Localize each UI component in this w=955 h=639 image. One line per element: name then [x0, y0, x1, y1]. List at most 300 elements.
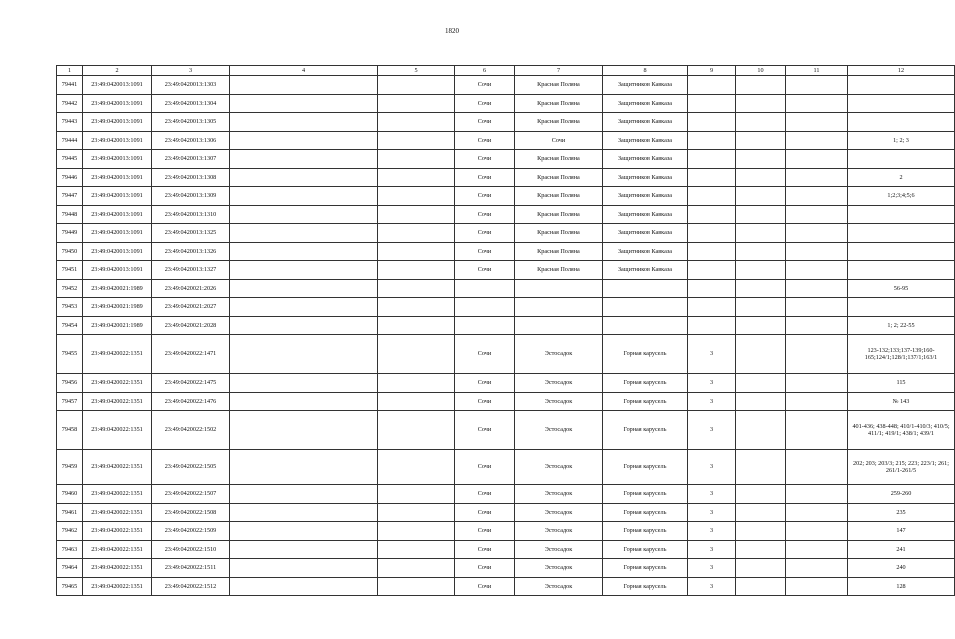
table-cell-col-8: Защитников Кавказа	[603, 94, 688, 113]
table-cell-col-11	[786, 94, 848, 113]
table-cell-col-6: Сочи	[455, 503, 515, 522]
table-cell-col-1: 79454	[57, 316, 83, 335]
table-cell-col-1: 79457	[57, 392, 83, 411]
table-cell-col-12: 147	[848, 522, 955, 541]
table-cell-col-4	[230, 540, 378, 559]
table-cell-col-3: 23:49:0420022:1508	[152, 503, 230, 522]
table-cell-col-7: Эстосадок	[515, 503, 603, 522]
table-cell-col-3: 23:49:0420021:2028	[152, 316, 230, 335]
table-cell-col-7: Красная Поляна	[515, 242, 603, 261]
table-cell-col-5	[378, 261, 455, 280]
table-cell-col-2: 23:49:0420013:1091	[83, 76, 152, 95]
column-header: 7	[515, 66, 603, 76]
table-cell-col-11	[786, 205, 848, 224]
table-cell-col-10	[736, 150, 786, 169]
table-cell-col-3: 23:49:0420022:1471	[152, 335, 230, 374]
table-cell-col-7: Красная Поляна	[515, 205, 603, 224]
table-cell-col-1: 79445	[57, 150, 83, 169]
table-cell-col-10	[736, 540, 786, 559]
table-cell-col-2: 23:49:0420022:1351	[83, 335, 152, 374]
table-cell-col-1: 79442	[57, 94, 83, 113]
table-cell-col-2: 23:49:0420022:1351	[83, 411, 152, 450]
table-cell-col-10	[736, 113, 786, 132]
table-cell-col-3: 23:49:0420013:1310	[152, 205, 230, 224]
table-row	[57, 94, 955, 113]
table-cell-col-12	[848, 242, 955, 261]
table-cell-col-12	[848, 76, 955, 95]
table-cell-col-7: Эстосадок	[515, 374, 603, 393]
table-cell-col-6: Сочи	[455, 113, 515, 132]
table-cell-col-1: 79441	[57, 76, 83, 95]
table-cell-col-12: 1; 2; 22-55	[848, 316, 955, 335]
table-cell-col-2: 23:49:0420013:1091	[83, 168, 152, 187]
table-cell-col-4	[230, 94, 378, 113]
table-cell-col-11	[786, 540, 848, 559]
table-cell-col-6: Сочи	[455, 76, 515, 95]
table-cell-col-5	[378, 242, 455, 261]
table-row	[57, 242, 955, 261]
table-cell-col-9	[688, 76, 736, 95]
table-cell-col-1: 79460	[57, 485, 83, 504]
table-cell-col-7	[515, 298, 603, 317]
table-cell-col-11	[786, 279, 848, 298]
table-cell-col-11	[786, 577, 848, 596]
table-cell-col-10	[736, 187, 786, 206]
table-cell-col-10	[736, 522, 786, 541]
table-cell-col-12: 123-132;133;137-139;160-165;124/1;128/1;137/1;163/1	[848, 335, 955, 374]
table-row	[57, 503, 955, 522]
table-cell-col-1: 79449	[57, 224, 83, 243]
table-cell-col-8: Горная карусель	[603, 335, 688, 374]
table-cell-col-2: 23:49:0420013:1091	[83, 94, 152, 113]
table-cell-col-6: Сочи	[455, 559, 515, 578]
table-cell-col-7: Красная Поляна	[515, 76, 603, 95]
table-cell-col-1: 79452	[57, 279, 83, 298]
table-cell-col-11	[786, 150, 848, 169]
table-cell-col-3: 23:49:0420013:1308	[152, 168, 230, 187]
table-cell-col-6: Сочи	[455, 261, 515, 280]
table-cell-col-6	[455, 316, 515, 335]
table-cell-col-4	[230, 335, 378, 374]
table-cell-col-12	[848, 94, 955, 113]
table-cell-col-8: Защитников Кавказа	[603, 242, 688, 261]
table-cell-col-11	[786, 411, 848, 450]
table-cell-col-3: 23:49:0420013:1303	[152, 76, 230, 95]
table-cell-col-3: 23:49:0420022:1505	[152, 450, 230, 485]
table-cell-col-11	[786, 392, 848, 411]
table-cell-col-12	[848, 113, 955, 132]
table-cell-col-4	[230, 261, 378, 280]
table-cell-col-9	[688, 224, 736, 243]
table-cell-col-7: Эстосадок	[515, 559, 603, 578]
table-cell-col-5	[378, 316, 455, 335]
table-cell-col-10	[736, 261, 786, 280]
table-cell-col-4	[230, 316, 378, 335]
table-cell-col-3: 23:49:0420022:1510	[152, 540, 230, 559]
table-cell-col-3: 23:49:0420013:1307	[152, 150, 230, 169]
table-cell-col-8	[603, 279, 688, 298]
table-cell-col-6: Сочи	[455, 224, 515, 243]
table-row	[57, 374, 955, 393]
table-cell-col-6: Сочи	[455, 577, 515, 596]
table-cell-col-9	[688, 187, 736, 206]
table-cell-col-10	[736, 374, 786, 393]
table-cell-col-7: Красная Поляна	[515, 150, 603, 169]
table-row	[57, 150, 955, 169]
table-cell-col-2: 23:49:0420013:1091	[83, 150, 152, 169]
table-row	[57, 168, 955, 187]
table-cell-col-6	[455, 298, 515, 317]
table-cell-col-9	[688, 94, 736, 113]
table-cell-col-3: 23:49:0420022:1476	[152, 392, 230, 411]
table-cell-col-2: 23:49:0420021:1989	[83, 279, 152, 298]
table-cell-col-11	[786, 261, 848, 280]
table-cell-col-7: Эстосадок	[515, 522, 603, 541]
table-cell-col-7: Эстосадок	[515, 335, 603, 374]
table-cell-col-4	[230, 187, 378, 206]
table-cell-col-3: 23:49:0420022:1507	[152, 485, 230, 504]
table-cell-col-10	[736, 94, 786, 113]
table-cell-col-5	[378, 374, 455, 393]
table-cell-col-8: Горная карусель	[603, 392, 688, 411]
table-cell-col-3: 23:49:0420013:1306	[152, 131, 230, 150]
table-cell-col-11	[786, 503, 848, 522]
table-cell-col-8: Горная карусель	[603, 522, 688, 541]
table-cell-col-6: Сочи	[455, 187, 515, 206]
table-cell-col-3: 23:49:0420013:1305	[152, 113, 230, 132]
table-cell-col-11	[786, 316, 848, 335]
table-cell-col-4	[230, 76, 378, 95]
table-cell-col-11	[786, 485, 848, 504]
table-cell-col-7: Красная Поляна	[515, 261, 603, 280]
table-cell-col-12: 128	[848, 577, 955, 596]
table-cell-col-10	[736, 577, 786, 596]
table-cell-col-2: 23:49:0420013:1091	[83, 261, 152, 280]
table-cell-col-11	[786, 242, 848, 261]
table-cell-col-11	[786, 131, 848, 150]
table-cell-col-3: 23:49:0420013:1309	[152, 187, 230, 206]
table-cell-col-2: 23:49:0420022:1351	[83, 559, 152, 578]
column-header: 6	[455, 66, 515, 76]
table-cell-col-8: Горная карусель	[603, 503, 688, 522]
table-cell-col-6: Сочи	[455, 540, 515, 559]
table-cell-col-4	[230, 392, 378, 411]
table-row	[57, 522, 955, 541]
table-cell-col-1: 79444	[57, 131, 83, 150]
table-cell-col-10	[736, 242, 786, 261]
table-cell-col-8: Горная карусель	[603, 374, 688, 393]
table-cell-col-12: 401-436; 438-448; 410/1-410/3; 410/5; 411/1; 419/1; 438/1; 439/1	[848, 411, 955, 450]
table-cell-col-2: 23:49:0420022:1351	[83, 374, 152, 393]
table-cell-col-8: Горная карусель	[603, 559, 688, 578]
table-cell-col-5	[378, 392, 455, 411]
table-cell-col-10	[736, 335, 786, 374]
table-cell-col-3: 23:49:0420021:2027	[152, 298, 230, 317]
table-cell-col-6: Сочи	[455, 150, 515, 169]
table-cell-col-7: Эстосадок	[515, 392, 603, 411]
table-cell-col-10	[736, 279, 786, 298]
table-cell-col-1: 79455	[57, 335, 83, 374]
table-cell-col-10	[736, 392, 786, 411]
table-cell-col-4	[230, 374, 378, 393]
table-cell-col-1: 79456	[57, 374, 83, 393]
table-cell-col-4	[230, 298, 378, 317]
table-cell-col-12: 1; 2; 3	[848, 131, 955, 150]
table-cell-col-7: Красная Поляна	[515, 187, 603, 206]
table-cell-col-12: 2	[848, 168, 955, 187]
table-cell-col-4	[230, 522, 378, 541]
table-cell-col-1: 79447	[57, 187, 83, 206]
table-cell-col-1: 79464	[57, 559, 83, 578]
table-cell-col-12	[848, 205, 955, 224]
table-cell-col-7: Эстосадок	[515, 485, 603, 504]
table-cell-col-12: 1;2;3;4;5;6	[848, 187, 955, 206]
table-cell-col-6: Сочи	[455, 168, 515, 187]
table-cell-col-9: 3	[688, 392, 736, 411]
table-row	[57, 335, 955, 374]
table-cell-col-11	[786, 559, 848, 578]
table-cell-col-5	[378, 559, 455, 578]
table-cell-col-5	[378, 76, 455, 95]
table-cell-col-12: 235	[848, 503, 955, 522]
table-cell-col-8: Защитников Кавказа	[603, 113, 688, 132]
table-cell-col-7: Эстосадок	[515, 411, 603, 450]
table-cell-col-7: Эстосадок	[515, 540, 603, 559]
table-cell-col-3: 23:49:0420013:1304	[152, 94, 230, 113]
table-cell-col-8: Горная карусель	[603, 577, 688, 596]
table-cell-col-8: Защитников Кавказа	[603, 168, 688, 187]
table-cell-col-11	[786, 522, 848, 541]
table-cell-col-1: 79462	[57, 522, 83, 541]
table-cell-col-8	[603, 298, 688, 317]
table-cell-col-1: 79459	[57, 450, 83, 485]
table-cell-col-2: 23:49:0420013:1091	[83, 113, 152, 132]
table-cell-col-6: Сочи	[455, 242, 515, 261]
table-cell-col-11	[786, 113, 848, 132]
table-cell-col-10	[736, 131, 786, 150]
table-cell-col-10	[736, 205, 786, 224]
table-row	[57, 205, 955, 224]
table-cell-col-5	[378, 279, 455, 298]
table-cell-col-6: Сочи	[455, 94, 515, 113]
table-row	[57, 279, 955, 298]
table-cell-col-4	[230, 131, 378, 150]
table-body	[57, 76, 955, 596]
table-cell-col-12: 241	[848, 540, 955, 559]
table-cell-col-9: 3	[688, 335, 736, 374]
table-cell-col-10	[736, 503, 786, 522]
table-cell-col-5	[378, 205, 455, 224]
table-cell-col-8: Защитников Кавказа	[603, 187, 688, 206]
table-cell-col-9	[688, 150, 736, 169]
table-cell-col-5	[378, 168, 455, 187]
table-cell-col-1: 79450	[57, 242, 83, 261]
table-cell-col-5	[378, 224, 455, 243]
table-cell-col-9	[688, 279, 736, 298]
table-cell-col-6: Сочи	[455, 205, 515, 224]
table-cell-col-10	[736, 76, 786, 95]
table-cell-col-2: 23:49:0420022:1351	[83, 450, 152, 485]
table-cell-col-4	[230, 503, 378, 522]
table-cell-col-12: 259-260	[848, 485, 955, 504]
table-row	[57, 76, 955, 95]
table-cell-col-2: 23:49:0420013:1091	[83, 131, 152, 150]
table-cell-col-5	[378, 522, 455, 541]
table-row	[57, 187, 955, 206]
table-row	[57, 450, 955, 485]
table-cell-col-1: 79463	[57, 540, 83, 559]
column-header: 8	[603, 66, 688, 76]
column-header: 3	[152, 66, 230, 76]
table-cell-col-10	[736, 168, 786, 187]
table-cell-col-11	[786, 168, 848, 187]
table-cell-col-9: 3	[688, 374, 736, 393]
table-cell-col-12	[848, 261, 955, 280]
page-number: 1820	[445, 27, 459, 35]
column-header: 9	[688, 66, 736, 76]
table-cell-col-9	[688, 131, 736, 150]
table-cell-col-4	[230, 242, 378, 261]
table-cell-col-3: 23:49:0420013:1327	[152, 261, 230, 280]
table-cell-col-2: 23:49:0420021:1989	[83, 298, 152, 317]
table-cell-col-8: Защитников Кавказа	[603, 224, 688, 243]
column-header: 10	[736, 66, 786, 76]
header-row	[57, 66, 955, 76]
table-cell-col-8: Горная карусель	[603, 485, 688, 504]
table-cell-col-12	[848, 298, 955, 317]
table-cell-col-5	[378, 577, 455, 596]
table-cell-col-4	[230, 205, 378, 224]
table-row	[57, 559, 955, 578]
table-cell-col-3: 23:49:0420013:1326	[152, 242, 230, 261]
table-cell-col-10	[736, 298, 786, 317]
table-cell-col-8	[603, 316, 688, 335]
table-cell-col-12: 202; 203; 203/3; 215; 223; 223/1; 261; 261/1-261/5	[848, 450, 955, 485]
table-cell-col-7: Сочи	[515, 131, 603, 150]
table-row	[57, 540, 955, 559]
table-cell-col-6: Сочи	[455, 131, 515, 150]
table-cell-col-4	[230, 485, 378, 504]
table-cell-col-4	[230, 559, 378, 578]
table-cell-col-3: 23:49:0420022:1475	[152, 374, 230, 393]
table-cell-col-5	[378, 298, 455, 317]
table-cell-col-8: Горная карусель	[603, 450, 688, 485]
table-cell-col-8: Горная карусель	[603, 411, 688, 450]
table-cell-col-11	[786, 76, 848, 95]
table-cell-col-12	[848, 224, 955, 243]
table-cell-col-8: Защитников Кавказа	[603, 261, 688, 280]
table-cell-col-2: 23:49:0420022:1351	[83, 577, 152, 596]
table-cell-col-5	[378, 113, 455, 132]
table-cell-col-3: 23:49:0420013:1325	[152, 224, 230, 243]
table-cell-col-11	[786, 298, 848, 317]
table-cell-col-7: Красная Поляна	[515, 113, 603, 132]
table-cell-col-1: 79465	[57, 577, 83, 596]
table-cell-col-3: 23:49:0420022:1502	[152, 411, 230, 450]
table-cell-col-3: 23:49:0420022:1512	[152, 577, 230, 596]
table-cell-col-9	[688, 113, 736, 132]
column-header: 11	[786, 66, 848, 76]
column-header: 5	[378, 66, 455, 76]
table-cell-col-12: 240	[848, 559, 955, 578]
table-cell-col-2: 23:49:0420022:1351	[83, 485, 152, 504]
table-cell-col-5	[378, 411, 455, 450]
table-cell-col-6: Сочи	[455, 411, 515, 450]
table-cell-col-5	[378, 503, 455, 522]
column-header: 2	[83, 66, 152, 76]
table-cell-col-9	[688, 298, 736, 317]
table-cell-col-9: 3	[688, 411, 736, 450]
column-header: 1	[57, 66, 83, 76]
table-cell-col-11	[786, 224, 848, 243]
table-cell-col-11	[786, 450, 848, 485]
table-cell-col-8: Защитников Кавказа	[603, 76, 688, 95]
table-cell-col-1: 79448	[57, 205, 83, 224]
table-cell-col-8: Защитников Кавказа	[603, 150, 688, 169]
table-cell-col-11	[786, 187, 848, 206]
table-cell-col-5	[378, 150, 455, 169]
table-row	[57, 113, 955, 132]
table-cell-col-5	[378, 540, 455, 559]
table-cell-col-9	[688, 168, 736, 187]
table-cell-col-5	[378, 485, 455, 504]
registry-table	[56, 65, 955, 596]
table-cell-col-5	[378, 94, 455, 113]
table-cell-col-5	[378, 450, 455, 485]
table-cell-col-3: 23:49:0420021:2026	[152, 279, 230, 298]
table-cell-col-7	[515, 316, 603, 335]
table-cell-col-9	[688, 242, 736, 261]
table-cell-col-1: 79443	[57, 113, 83, 132]
table-cell-col-9: 3	[688, 450, 736, 485]
column-header: 4	[230, 66, 378, 76]
table-row	[57, 131, 955, 150]
table-cell-col-3: 23:49:0420022:1509	[152, 522, 230, 541]
table-row	[57, 392, 955, 411]
table-cell-col-9	[688, 205, 736, 224]
table-cell-col-3: 23:49:0420022:1511	[152, 559, 230, 578]
table-row	[57, 411, 955, 450]
table-cell-col-6: Сочи	[455, 392, 515, 411]
table-cell-col-4	[230, 450, 378, 485]
table-cell-col-10	[736, 450, 786, 485]
table-cell-col-9: 3	[688, 559, 736, 578]
table-row	[57, 261, 955, 280]
table-cell-col-12	[848, 150, 955, 169]
table-cell-col-9: 3	[688, 577, 736, 596]
table-cell-col-2: 23:49:0420022:1351	[83, 522, 152, 541]
table-cell-col-10	[736, 559, 786, 578]
table-cell-col-9: 3	[688, 522, 736, 541]
table-row	[57, 316, 955, 335]
table-cell-col-9	[688, 261, 736, 280]
table-cell-col-7: Красная Поляна	[515, 224, 603, 243]
table-cell-col-7	[515, 279, 603, 298]
table-row	[57, 298, 955, 317]
table-cell-col-1: 79446	[57, 168, 83, 187]
table-cell-col-10	[736, 224, 786, 243]
table-cell-col-12: № 143	[848, 392, 955, 411]
table-cell-col-1: 79451	[57, 261, 83, 280]
table-cell-col-9: 3	[688, 503, 736, 522]
table-cell-col-10	[736, 411, 786, 450]
table-cell-col-2: 23:49:0420021:1989	[83, 316, 152, 335]
table-cell-col-6: Сочи	[455, 485, 515, 504]
table-cell-col-4	[230, 150, 378, 169]
table-cell-col-6	[455, 279, 515, 298]
table-row	[57, 224, 955, 243]
table-cell-col-2: 23:49:0420013:1091	[83, 224, 152, 243]
